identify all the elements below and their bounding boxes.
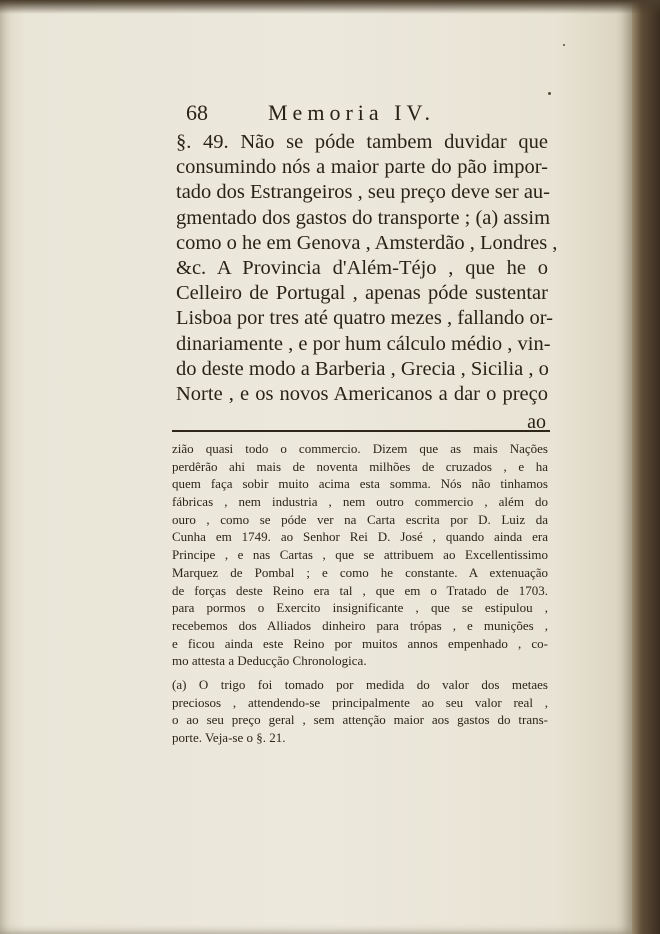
footnote-line: e ficou ainda este Reino por muitos annos empenhado , co- bbox=[172, 635, 548, 651]
footnote-line: Principe , e nas Cartas , que se attribuem ao Excellentissimo bbox=[172, 547, 548, 563]
main-text-line: Celleiro de Portugal , apenas póde sustentar bbox=[176, 282, 548, 305]
main-text-line: dinariamente , e por hum cálculo médio , vin- bbox=[176, 332, 551, 355]
footnote-line: perdêrão ahi mais de noventa milhões de cruzados , e ha bbox=[172, 458, 548, 474]
main-text-line: Norte , e os novos Americanos a dar o preço bbox=[176, 382, 548, 405]
footnote-rule bbox=[172, 430, 550, 432]
book-top-shadow bbox=[0, 0, 660, 14]
page-number: 68 bbox=[186, 100, 208, 125]
main-text-line: como o he em Genova , Amsterdão , Londres , bbox=[176, 231, 558, 254]
footnote-line: ouro , como se póde ver na Carta escrita por D. Luiz da bbox=[172, 511, 548, 527]
main-text-line: &c. A Provincia d'Além-Téjo , que he o bbox=[176, 256, 548, 279]
main-text-line: do deste modo a Barberia , Grecia , Sicilia , o bbox=[176, 357, 549, 380]
footnote-line: recebemos dos Alliados dinheiro para trópas , e munições , bbox=[172, 617, 548, 633]
footnote-line: Cunha em 1749. ao Senhor Rei D. José , quando ainda era bbox=[172, 529, 548, 545]
footnotes bbox=[172, 440, 548, 747]
running-title: Memoria IV. bbox=[268, 100, 436, 125]
main-text bbox=[176, 130, 558, 407]
footnote-a-line: o ao seu preço geral , sem attenção maior aos gastos do trans- bbox=[172, 712, 548, 728]
catchword: ao bbox=[527, 411, 546, 433]
paper-speck bbox=[548, 92, 551, 95]
paper-speck bbox=[563, 44, 565, 46]
main-text-line: consumindo nós a maior parte do pão impor- bbox=[176, 156, 548, 179]
footnote-a-line: porte. Veja-se o §. 21. bbox=[172, 730, 286, 745]
main-text-line: Lisboa por tres até quatro mezes , fallando or- bbox=[176, 307, 553, 330]
footnote-line: para pormos o Exercito insignificante , que se estipulou , bbox=[172, 600, 548, 616]
footnote-line: Marquez de Pombal ; e como he constante. A extenuação bbox=[172, 564, 548, 580]
page-header bbox=[186, 100, 486, 130]
footnote-line: mo attesta a Deducção Chronologica. bbox=[172, 653, 367, 669]
footnote-line: quem faça sobir muito acima esta somma. Nós não tinhamos bbox=[172, 476, 548, 492]
footnote-line: zião quasi todo o commercio. Dizem que as mais Nações bbox=[172, 441, 548, 456]
footnote-line: fábricas , nem industria , nem outro commercio , além do bbox=[172, 494, 548, 510]
footnote-line: de forças deste Reino era tal , que em o Tratado de 1703. bbox=[172, 582, 548, 598]
main-text-line: §. 49. Não se póde tambem duvidar que bbox=[176, 131, 548, 153]
main-text-line: tado dos Estrangeiros , seu preço deve ser au- bbox=[176, 181, 550, 204]
main-text-line: gmentado dos gastos do transporte ; (a) assim bbox=[176, 206, 551, 229]
book-edge bbox=[632, 0, 660, 934]
footnote-a-line: preciosos , attendendo-se principalmente ao seu valor real , bbox=[172, 694, 548, 710]
footnote-a-line: (a) O trigo foi tomado por medida do valor dos metaes bbox=[172, 676, 548, 692]
